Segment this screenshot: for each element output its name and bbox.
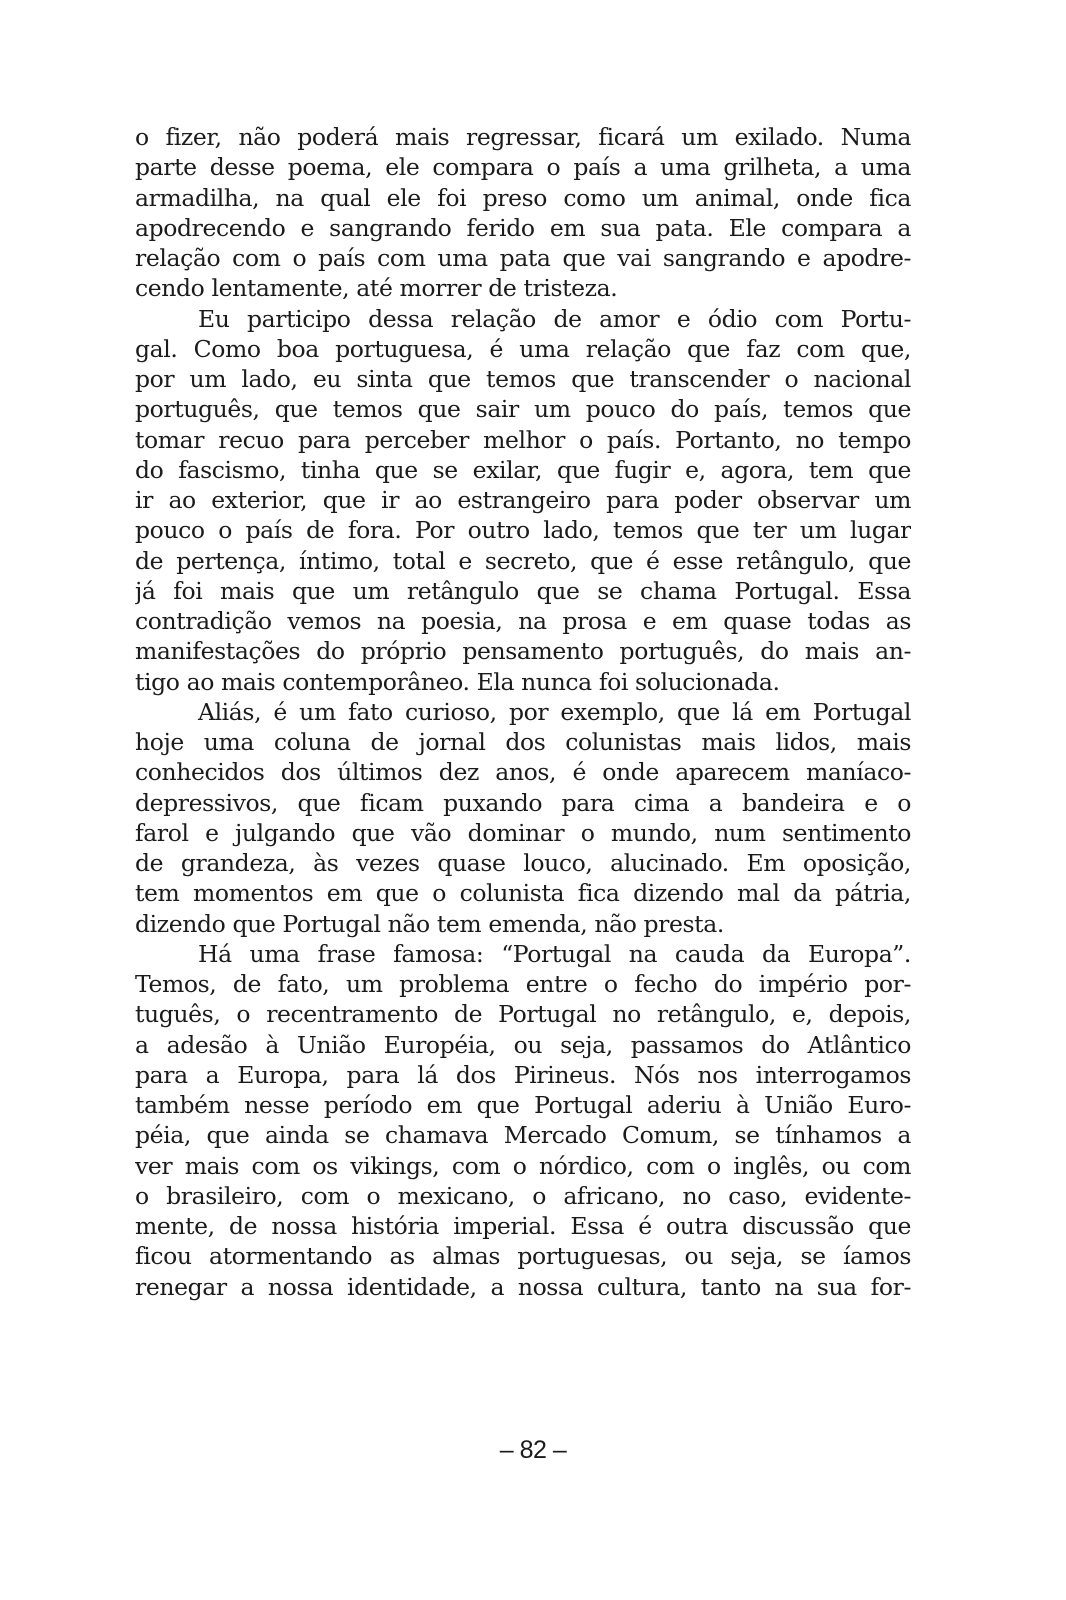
- text-line: o fizer, não poderá mais regressar, ficará um exilado. Numa: [135, 123, 911, 151]
- text-line: renegar a nossa identidade, a nossa cultura, tanto na sua for-: [135, 1272, 911, 1301]
- text-line: já foi mais que um retângulo que se chama Portugal. Essa: [135, 576, 911, 605]
- text-line: depressivos, que ficam puxando para cima a bandeira e o: [135, 788, 911, 817]
- text-line: mente, de nossa história imperial. Essa é outra discussão que: [135, 1212, 911, 1240]
- text-line: ficou atormentando as almas portuguesas, ou seja, se íamos: [135, 1242, 911, 1271]
- text-line: ver mais com os vikings, com o nórdico, com o inglês, ou com: [135, 1151, 911, 1180]
- text-line: conhecidos dos últimos dez anos, é onde aparecem maníaco-: [135, 758, 911, 787]
- text-line: português, que temos que sair um pouco do país, temos que: [135, 395, 911, 424]
- text-line: o brasileiro, com o mexicano, o africano, no caso, evidente-: [135, 1181, 911, 1210]
- text-line: tomar recuo para perceber melhor o país. Portanto, no tempo: [135, 425, 911, 454]
- text-line: dizendo que Portugal não tem emenda, não presta.: [135, 909, 724, 938]
- text-line: do fascismo, tinha que se exilar, que fugir e, agora, tem que: [135, 455, 911, 484]
- text-line: cendo lentamente, até morrer de tristeza.: [135, 274, 618, 303]
- text-line: Há uma frase famosa: “Portugal na cauda da Europa”.: [198, 939, 911, 968]
- paragraph: [135, 939, 911, 1302]
- text-line: por um lado, eu sinta que temos que transcender o nacional: [135, 365, 911, 393]
- paragraph: [135, 304, 911, 697]
- text-line: de grandeza, às vezes quase louco, alucinado. Em oposição,: [135, 849, 911, 877]
- page-number: – 82 –: [499, 1436, 567, 1464]
- paragraph: [135, 697, 911, 939]
- text-line: hoje uma coluna de jornal dos colunistas mais lidos, mais: [135, 728, 911, 756]
- text-line: farol e julgando que vão dominar o mundo, num sentimento: [135, 818, 911, 847]
- text-line: apodrecendo e sangrando ferido em sua pata. Ele compara a: [135, 213, 911, 242]
- text-line: Eu participo dessa relação de amor e ódio com Portu-: [198, 304, 911, 333]
- text-line: tem momentos em que o colunista fica dizendo mal da pátria,: [135, 879, 911, 908]
- text-line: também nesse período em que Portugal aderiu à União Euro-: [135, 1091, 911, 1119]
- text-line: ir ao exterior, que ir ao estrangeiro para poder observar um: [135, 486, 911, 514]
- text-line: pouco o país de fora. Por outro lado, temos que ter um lugar: [135, 516, 911, 545]
- text-line: parte desse poema, ele compara o país a uma grilheta, a uma: [135, 153, 911, 182]
- body-text: [135, 122, 911, 1302]
- text-line: Temos, de fato, um problema entre o fecho do império por-: [135, 970, 911, 998]
- text-line: tuguês, o recentramento de Portugal no retângulo, e, depois,: [135, 1000, 911, 1029]
- text-line: a adesão à União Européia, ou seja, passamos do Atlântico: [135, 1030, 911, 1059]
- text-line: contradição vemos na poesia, na prosa e em quase todas as: [135, 607, 911, 635]
- text-line: péia, que ainda se chamava Mercado Comum, se tínhamos a: [135, 1121, 911, 1150]
- text-line: tigo ao mais contemporâneo. Ela nunca foi solucionada.: [135, 667, 780, 696]
- text-line: de pertença, íntimo, total e secreto, que é esse retângulo, que: [135, 546, 911, 575]
- text-line: para a Europa, para lá dos Pirineus. Nós nos interrogamos: [135, 1060, 911, 1089]
- text-line: armadilha, na qual ele foi preso como um animal, onde fica: [135, 183, 911, 212]
- text-line: manifestações do próprio pensamento português, do mais an-: [135, 637, 911, 666]
- paragraph: [135, 122, 911, 304]
- text-line: Aliás, é um fato curioso, por exemplo, que lá em Portugal: [198, 697, 911, 726]
- text-line: relação com o país com uma pata que vai sangrando e apodre-: [135, 244, 911, 272]
- text-line: gal. Como boa portuguesa, é uma relação que faz com que,: [135, 334, 911, 363]
